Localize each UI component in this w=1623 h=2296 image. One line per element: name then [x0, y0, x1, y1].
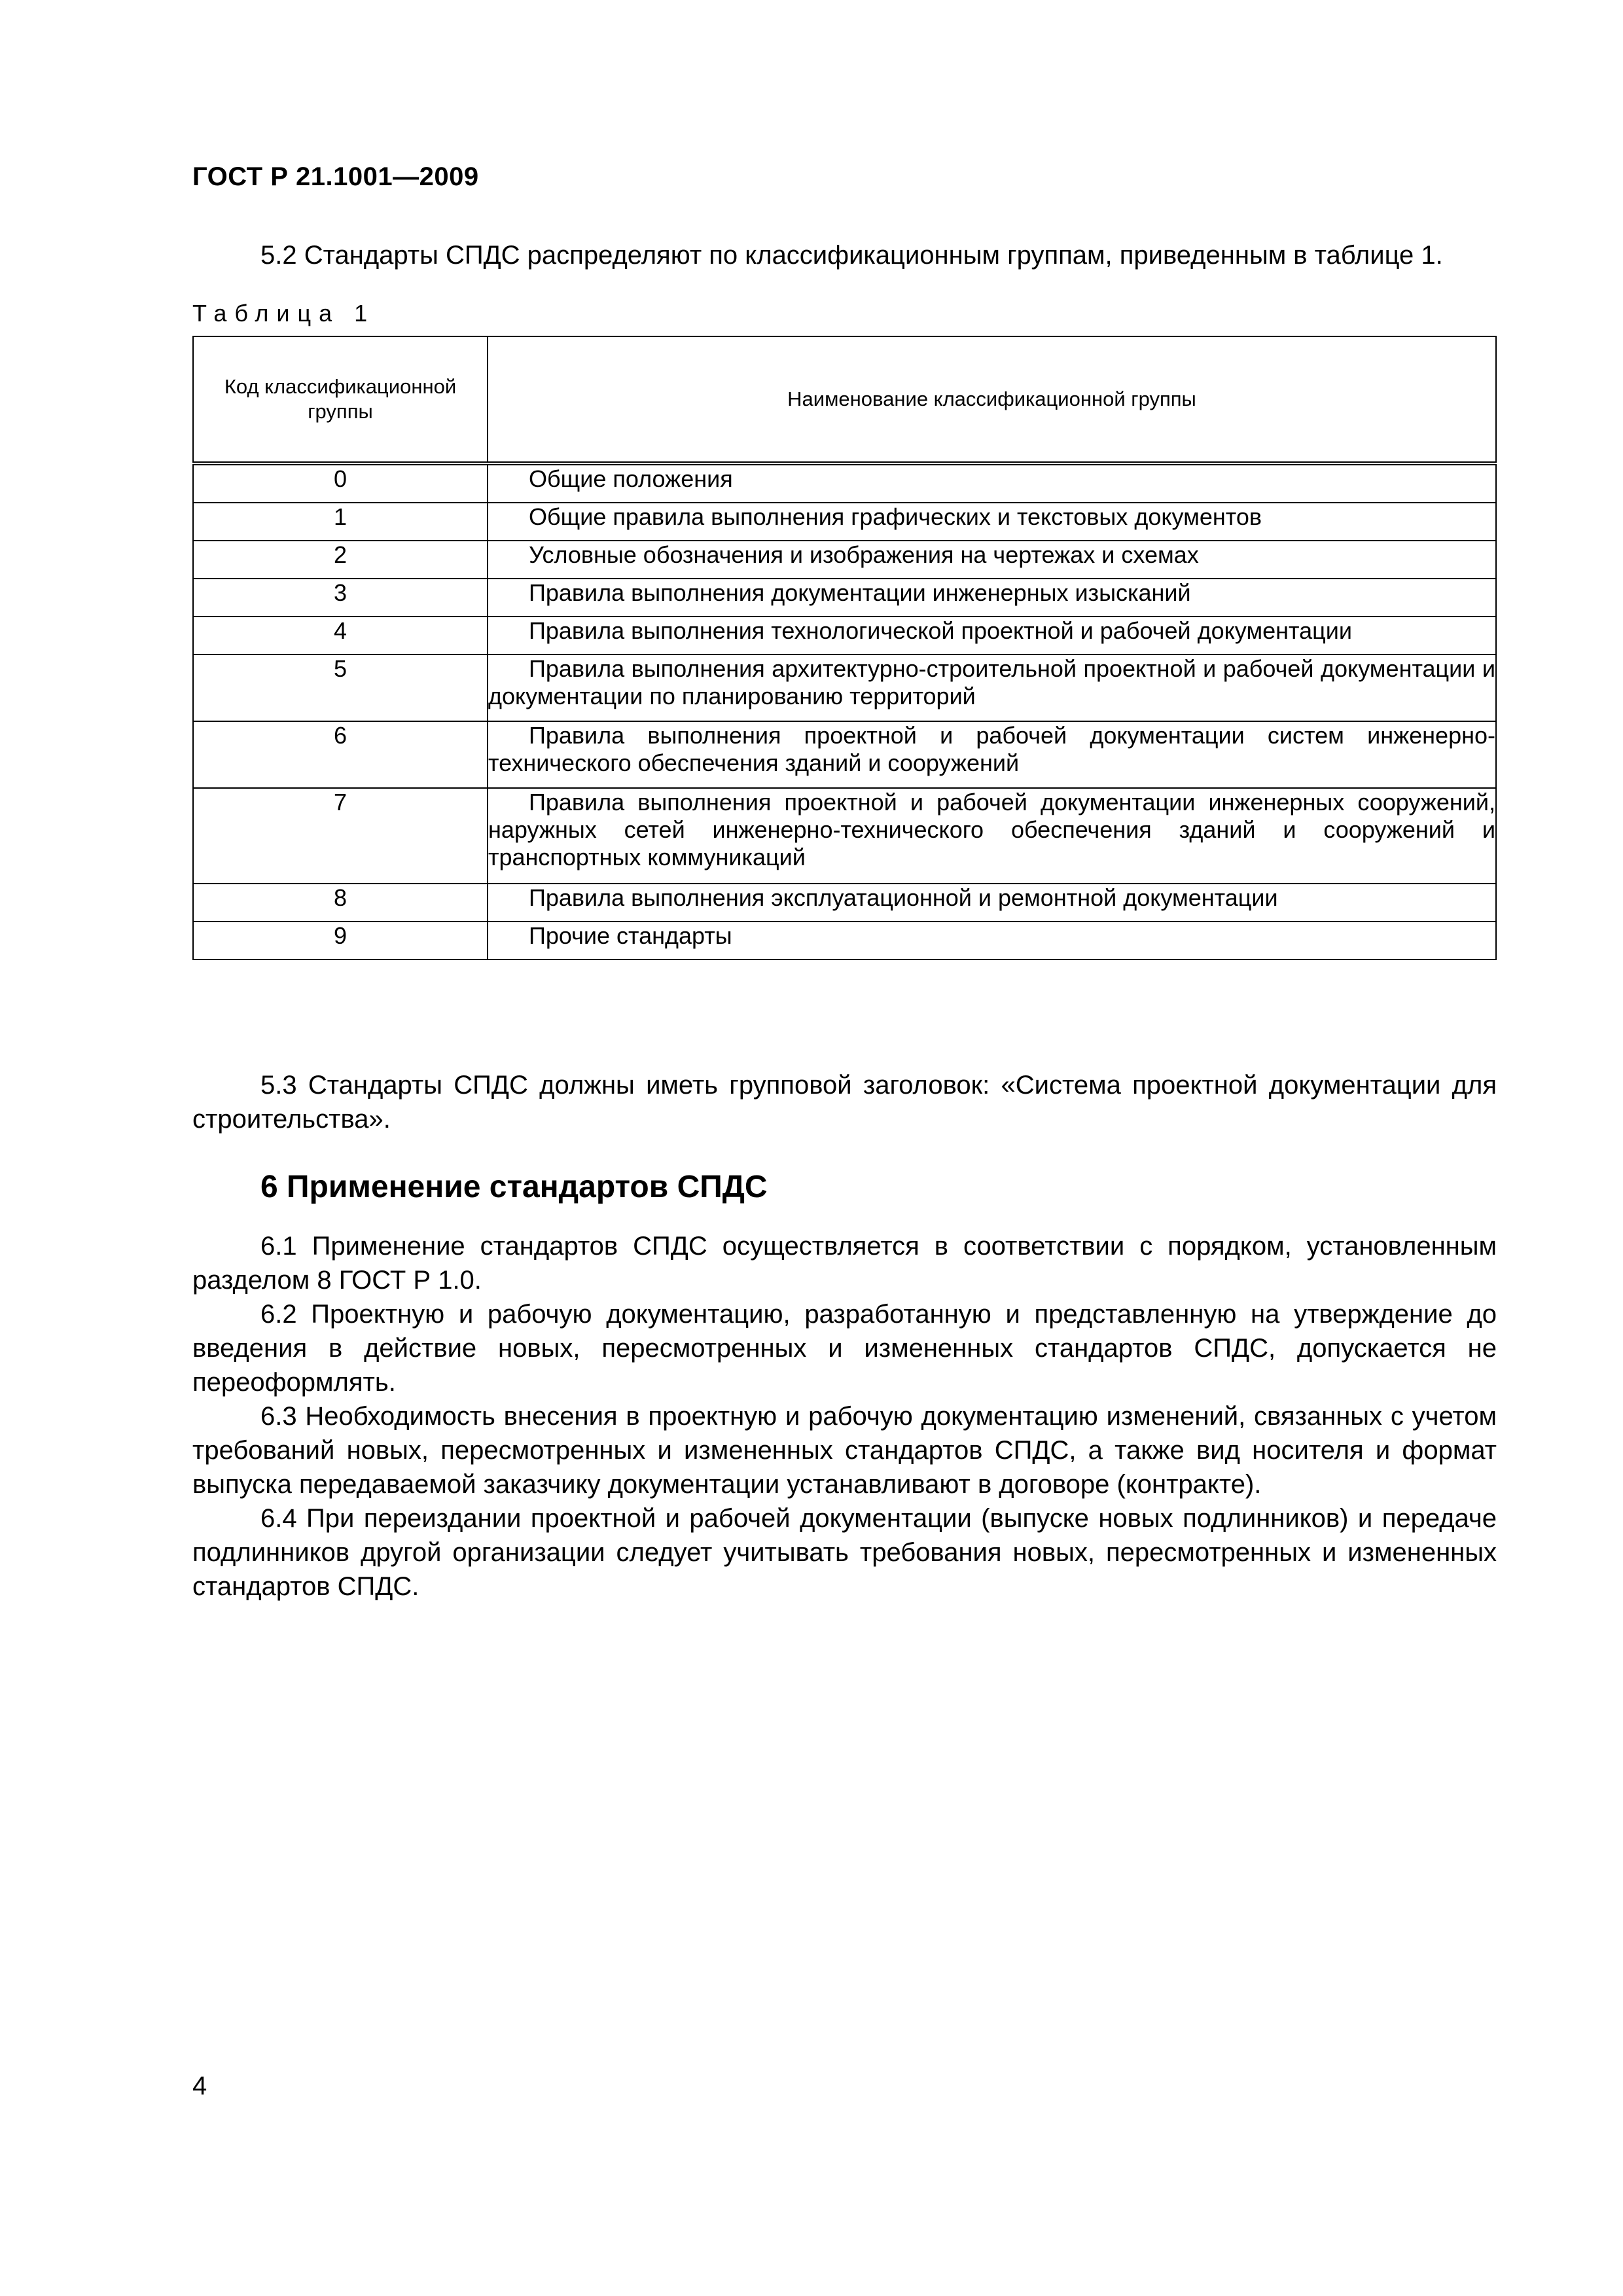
- column-header-code: Код классификационной группы: [193, 336, 488, 463]
- paragraph-5-2: 5.2 Стандарты СПДС распределяют по классификационным группам, приведенным в таблице 1.: [260, 241, 1443, 270]
- table-header-row: [193, 336, 1496, 463]
- table-caption: Таблица 1: [192, 300, 376, 327]
- cell-name: Правила выполнения проектной и рабочей документации систем инженерно-технического обеспечения зданий и сооружений: [488, 721, 1496, 788]
- cell-name: Правила выполнения архитектурно-строительной проектной и рабочей документации и документации по планированию территорий: [488, 655, 1496, 721]
- table-row: [193, 503, 1496, 541]
- cell-code: 4: [193, 617, 488, 655]
- column-header-name: Наименование классификационной группы: [488, 336, 1496, 463]
- classification-table: [192, 336, 1497, 960]
- paragraph-6-2: 6.2 Проектную и рабочую документацию, разработанную и представленную на утверждение до введения в действие новых, пересмотренных и измененных стандартов СПДС, допускается не переоформлять.: [192, 1300, 1497, 1397]
- page-number: 4: [192, 2072, 207, 2100]
- table-row: [193, 579, 1496, 617]
- cell-code: 2: [193, 541, 488, 579]
- cell-code: 7: [193, 788, 488, 884]
- table-row: [193, 463, 1496, 503]
- cell-name: Правила выполнения технологической проектной и рабочей документации: [488, 617, 1496, 655]
- table-row: [193, 922, 1496, 960]
- cell-code: 3: [193, 579, 488, 617]
- table-row: [193, 788, 1496, 884]
- paragraph-5-3: 5.3 Стандарты СПДС должны иметь групповой заголовок: «Система проектной документации для строительства».: [192, 1071, 1497, 1134]
- cell-code: 9: [193, 922, 488, 960]
- cell-name: Условные обозначения и изображения на чертежах и схемах: [488, 541, 1496, 579]
- table-row: [193, 884, 1496, 922]
- running-header: ГОСТ Р 21.1001—2009: [192, 162, 479, 191]
- table-row: [193, 541, 1496, 579]
- table-row: [193, 617, 1496, 655]
- cell-code: 5: [193, 655, 488, 721]
- paragraph-6-4: 6.4 При переиздании проектной и рабочей документации (выпуске новых подлинников) и передаче подлинников другой организации следует учитывать требования новых, пересмотренных и измененных стандартов СПДС.: [192, 1504, 1497, 1601]
- cell-code: 6: [193, 721, 488, 788]
- cell-name: Правила выполнения эксплуатационной и ремонтной документации: [488, 884, 1496, 922]
- cell-name: Общие правила выполнения графических и текстовых документов: [488, 503, 1496, 541]
- cell-code: 1: [193, 503, 488, 541]
- paragraph-6-3: 6.3 Необходимость внесения в проектную и рабочую документацию изменений, связанных с учетом требований новых, пересмотренных и измененных стандартов СПДС, а также вид носителя и формат выпуска передаваемой заказчику документации устанавливают в договоре (контракте).: [192, 1402, 1497, 1499]
- cell-code: 8: [193, 884, 488, 922]
- cell-name: Правила выполнения проектной и рабочей документации инженерных сооружений, наружных сетей инженерно-технического обеспечения зданий и сооружений и транспортных коммуникаций: [488, 788, 1496, 884]
- table-row: [193, 655, 1496, 721]
- cell-code: 0: [193, 463, 488, 503]
- cell-name: Общие положения: [488, 463, 1496, 503]
- cell-name: Прочие стандарты: [488, 922, 1496, 960]
- section-title: 6 Применение стандартов СПДС: [260, 1170, 768, 1204]
- table-row: [193, 721, 1496, 788]
- cell-name: Правила выполнения документации инженерных изысканий: [488, 579, 1496, 617]
- paragraph-6-1: 6.1 Применение стандартов СПДС осуществляется в соответствии с порядком, установленным разделом 8 ГОСТ Р 1.0.: [192, 1232, 1497, 1295]
